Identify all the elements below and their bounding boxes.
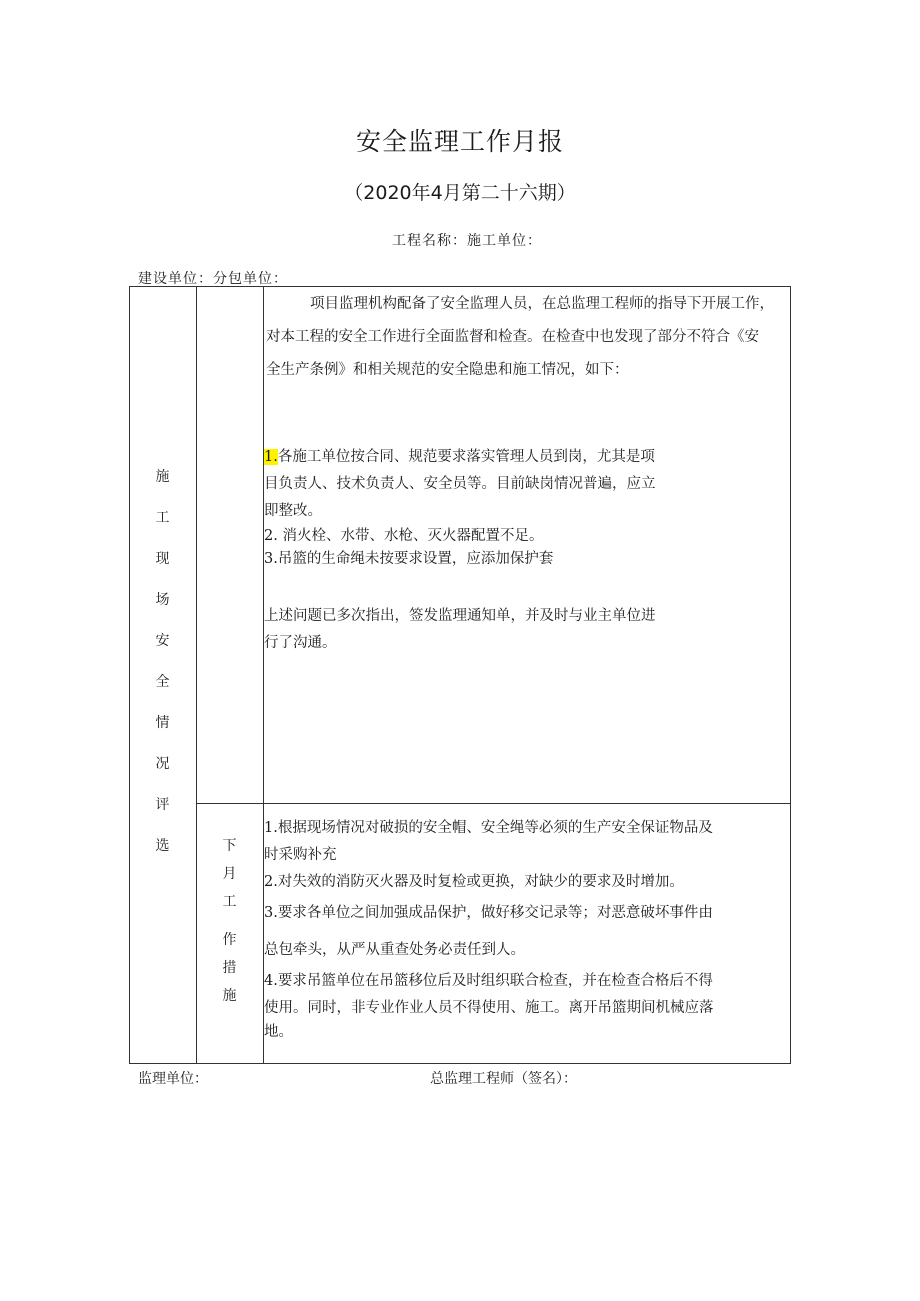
intro-line: 对本工程的安全工作进行全面监督和检查。在检查中也发现了部分不符合《安	[266, 329, 759, 345]
intro-line: 全生产条例》和相关规范的安全隐患和施工情况，如下：	[266, 362, 629, 378]
measure-line: 3.要求各单位之间加强成品保护，做好移交记录等；对恶意破坏事件由	[264, 905, 713, 921]
item-1-marker: 1.	[264, 449, 278, 465]
intro-line: 项目监理机构配备了安全监理人员，在总监理工程师的指导下开展工作，	[310, 296, 774, 312]
measure-line: 1.根据现场情况对破损的安全帽、安全绳等必须的生产安全保证物品及	[264, 820, 713, 836]
measure-line: 时采购补充	[264, 847, 337, 863]
unit-line: 建设单位：分包单位：	[138, 271, 288, 287]
issue-item-1: 1.各施工单位按合同、规范要求落实管理人员到岗，尤其是项 目负责人、技术负责人、安全员等。目前缺岗情况普遍，应立 即整改。	[264, 449, 656, 519]
issue-item-3: 3.吊篮的生命绳未按要求设置，应添加保护套	[264, 551, 554, 567]
intro-paragraph	[266, 291, 790, 384]
measure-line: 2.对失效的消防灭火器及时复检或更换，对缺少的要求及时增加。	[264, 874, 684, 890]
issue-subtitle: （2020年4月第二十六期）	[344, 182, 576, 204]
measure-line: 地。	[264, 1024, 293, 1040]
project-line: 工程名称：施工单位：	[392, 233, 542, 249]
table-row-divider	[196, 803, 791, 804]
supervisor-unit-label: 监理单位：	[138, 1071, 208, 1087]
page-title: 安全监理工作月报	[355, 127, 564, 156]
measure-line: 使用。同时，非专业作业人员不得使用、施工。离开吊篮期间机械应落	[264, 1000, 714, 1016]
section-label-site-safety: 施 工 现 场 安 全 情 况 评 选	[155, 469, 170, 854]
chief-engineer-signature-label: 总监理工程师（签名）：	[430, 1071, 577, 1087]
measure-line: 总包牵头，从严从重查处务必责任到人。	[264, 942, 525, 958]
section-label-next-month-measures: 下 月 工 作 措 施	[222, 838, 237, 1004]
measure-line: 4.要求吊篮单位在吊篮移位后及时组织联合检查，并在检查合格后不得	[264, 973, 713, 989]
measures-list	[264, 815, 784, 1042]
conclusion-paragraph: 上述问题已多次指出，签发监理通知单，并及时与业主单位进 行了沟通。	[264, 608, 656, 651]
issue-item-2: 2. 消火栓、水带、水枪、灭火器配置不足。	[264, 528, 544, 544]
